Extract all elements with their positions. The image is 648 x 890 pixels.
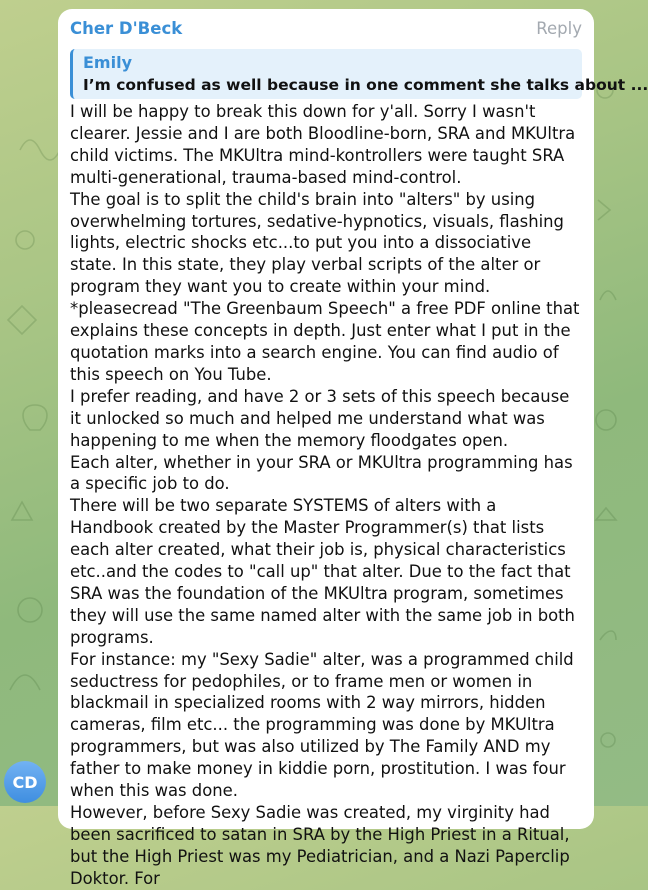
quoted-text: I’m confused as well because in one comment she talks about ...	[83, 76, 648, 94]
message-bubble	[58, 9, 648, 888]
message-header	[70, 17, 582, 43]
sender-name[interactable]: Cher D'Beck	[70, 19, 183, 38]
quoted-message[interactable]	[70, 49, 648, 99]
reply-button[interactable]: Reply	[536, 19, 582, 38]
message-text: I will be happy to break this down for y'all. Sorry I wasn't clearer. Jessie and I are both Bloodline-born, SRA and MKUltra child victims. The MKUltra mind-kontrollers were taught SRA multi-generational, trauma-based mind-control. The goal is to split the child's brain into "alters" by using overwhelming tortures, sedative-hypnotics, visuals, flashing lights, electric shocks etc...to put you into a dissociative state. In this state, they play verbal scripts of the alter or program they want you to create within your mind. *pleasecread "The Greenbaum Speech" a free PDF online that explains these concepts in depth. Just enter what I put in the quotation marks into a search engine. You can find audio of this speech on You Tube. I prefer reading, and have 2 or 3 sets of this speech because it unlocked so much and helped me understand what was happening to me when the memory floodgates open. Each alter, whether in your SRA or MKUltra programming has a specific job to do. There will be two separate SYSTEMS of alters with a Handbook created by the Master Programmer(s) that lists each alter created, what their job is, physical characteristics etc..and the codes to "call up" that alter. Due to the fact that SRA was the foundation of the MKUltra program, sometimes they will use the same named alter with the same job in both programs. For instance: my "Sexy Sadie" alter, was a programmed child seductress for pedophiles, or to frame men or women in blackmail in specialized rooms with 2 way mirrors, hidden cameras, film etc... the programming was done by MKUltra programmers, but was also utilized by The Family AND my father to make money in kiddie porn, prostitution. I was four when this was done. However, before Sexy Sadie was created, my virginity had been sacrificed to satan in SRA by the High Priest in a Ritual, but the High Priest was my Pediatrician, and a Nazi Paperclip Doktor. For	[70, 102, 580, 888]
quoted-author: Emily	[83, 53, 132, 72]
sender-avatar[interactable]: CD	[4, 761, 46, 803]
